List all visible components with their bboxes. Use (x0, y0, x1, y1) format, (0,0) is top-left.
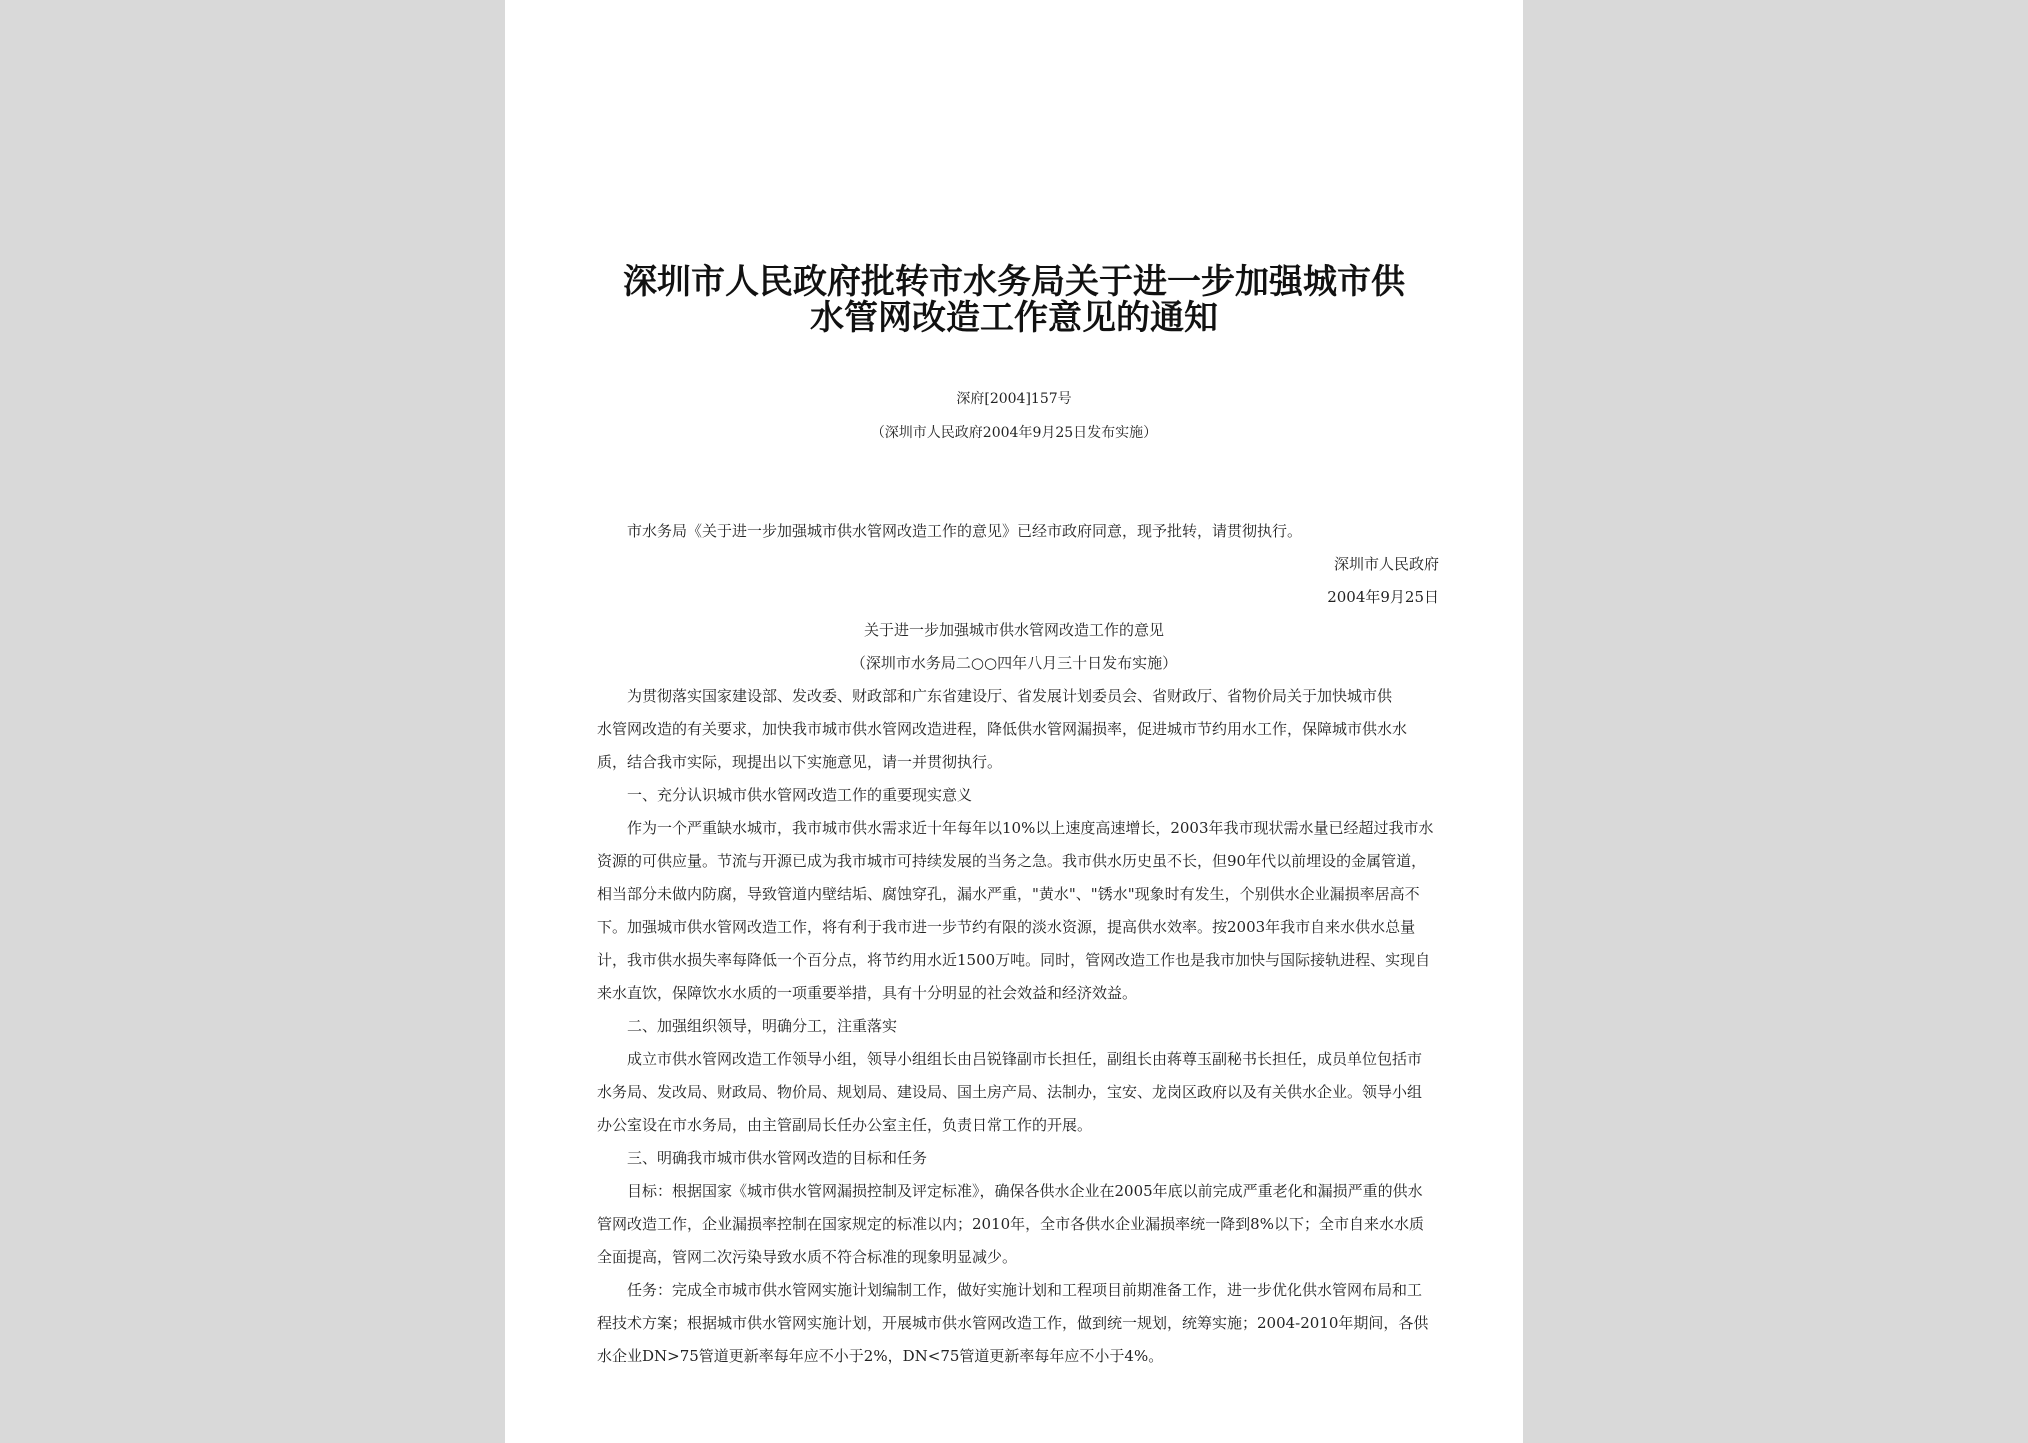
body-line: 水管网改造的有关要求，加快我市城市供水管网改造进程，降低供水管网漏损率，促进城市节约用水工作，保障城市供水水 (597, 720, 1408, 738)
document-number: 深府[2004]157号 (956, 391, 1072, 407)
body-line: 成立市供水管网改造工作领导小组，领导小组组长由吕锐锋副市长担任，副组长由蒋尊玉副秘书长担任，成员单位包括市 (627, 1050, 1423, 1068)
document-title-line-2: 水管网改造工作意见的通知 (810, 298, 1218, 338)
forward-text: 市水务局《关于进一步加强城市供水管网改造工作的意见》已经市政府同意，现予批转，请贯彻执行。 (627, 522, 1303, 540)
section-heading-1: 一、充分认识城市供水管网改造工作的重要现实意义 (627, 786, 973, 804)
body-line: 相当部分未做内防腐，导致管道内壁结垢、腐蚀穿孔，漏水严重，"黄水"、"锈水"现象时有发生，个别供水企业漏损率居高不 (597, 885, 1420, 903)
body-line: 办公室设在市水务局，由主管副局长任办公室主任，负责日常工作的开展。 (597, 1116, 1093, 1134)
signature-issuer: 深圳市人民政府 (1333, 555, 1439, 573)
signature-date: 2004年9月25日 (1327, 588, 1439, 606)
document-title-line-1: 深圳市人民政府批转市水务局关于进一步加强城市供 (623, 262, 1405, 302)
body-line: 资源的可供应量。节流与开源已成为我市城市可持续发展的当务之急。我市供水历史虽不长，但90年代以前埋设的金属管道， (597, 852, 1427, 870)
body-line: 来水直饮，保障饮水水质的一项重要举措，具有十分明显的社会效益和经济效益。 (597, 984, 1138, 1002)
body-line: 目标：根据国家《城市供水管网漏损控制及评定标准》，确保各供水企业在2005年底以前完成严重老化和漏损严重的供水 (627, 1182, 1423, 1200)
body-line: 全面提高，管网二次污染导致水质不符合标准的现象明显减少。 (597, 1248, 1018, 1266)
body-line: 程技术方案；根据城市供水管网实施计划，开展城市供水管网改造工作，做到统一规划，统筹实施；2004-2010年期间，各供 (597, 1314, 1429, 1332)
body-line: 作为一个严重缺水城市，我市城市供水需求近十年每年以10%以上速度高速增长，2003年我市现状需水量已经超过我市水 (627, 819, 1434, 837)
body-line: 水企业DN>75管道更新率每年应不小于2%，DN<75管道更新率每年应不小于4%。 (597, 1347, 1164, 1365)
body-line: 水务局、发改局、财政局、物价局、规划局、建设局、国土房产局、法制办，宝安、龙岗区政府以及有关供水企业。领导小组 (597, 1083, 1423, 1101)
body-line: 计，我市供水损失率每降低一个百分点，将节约用水近1500万吨。同时，管网改造工作也是我市加快与国际接轨进程、实现自 (597, 951, 1431, 969)
section-heading-2: 二、加强组织领导，明确分工，注重落实 (627, 1017, 898, 1035)
document-page (505, 0, 1523, 1443)
opinion-heading: 关于进一步加强城市供水管网改造工作的意见 (863, 621, 1164, 639)
body-line: 为贯彻落实国家建设部、发改委、财政部和广东省建设厅、省发展计划委员会、省财政厅、省物价局关于加快城市供 (627, 687, 1393, 705)
issue-note: （深圳市人民政府2004年9月25日发布实施） (870, 425, 1158, 441)
opinion-sub-heading: （深圳市水务局二○○四年八月三十日发布实施） (850, 654, 1178, 672)
body-line: 任务：完成全市城市供水管网实施计划编制工作，做好实施计划和工程项目前期准备工作，进一步优化供水管网布局和工 (627, 1281, 1423, 1299)
section-heading-3: 三、明确我市城市供水管网改造的目标和任务 (627, 1149, 928, 1167)
body-line: 下。加强城市供水管网改造工作，将有利于我市进一步节约有限的淡水资源，提高供水效率。按2003年我市自来水供水总量 (597, 918, 1416, 936)
body-line: 质，结合我市实际，现提出以下实施意见，请一并贯彻执行。 (597, 753, 1003, 771)
body-line: 管网改造工作，企业漏损率控制在国家规定的标准以内；2010年，全市各供水企业漏损率统一降到8%以下；全市自来水水质 (597, 1215, 1424, 1233)
